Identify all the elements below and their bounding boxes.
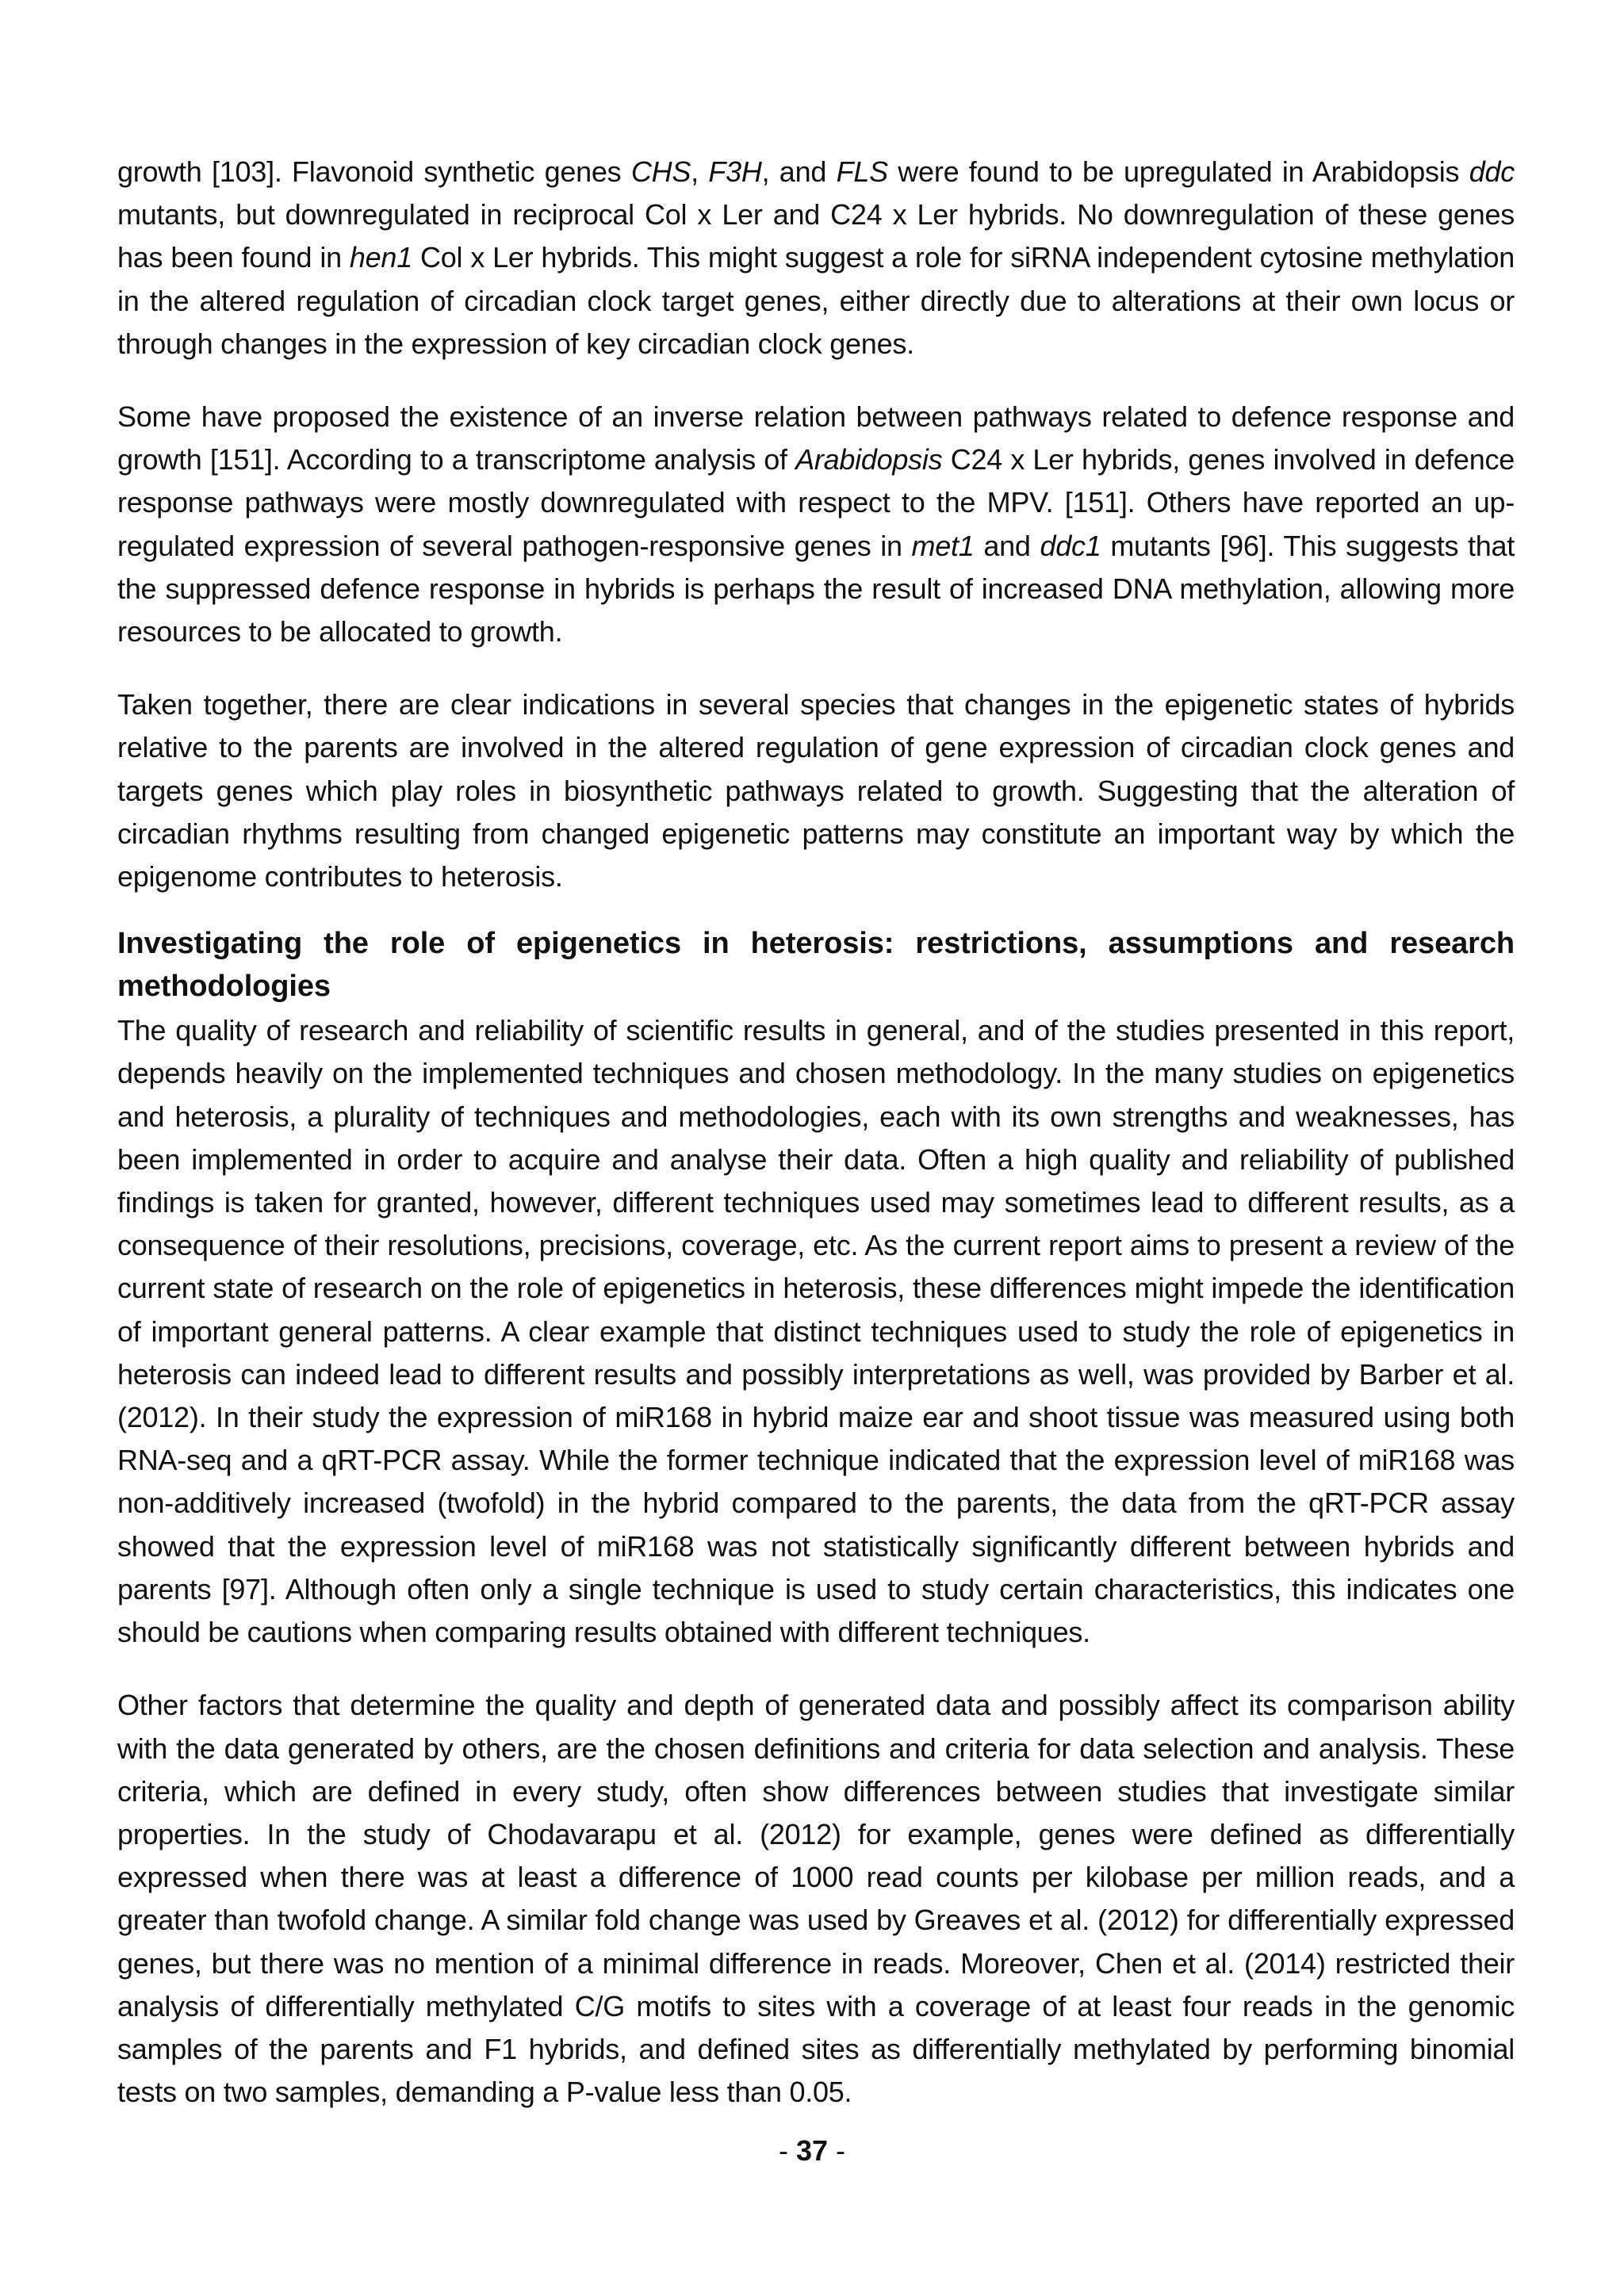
text-run: growth [103]. Flavonoid synthetic genes (117, 155, 631, 188)
paragraph-4 (117, 1009, 1515, 1654)
italic-term: Arabidopsis (795, 443, 943, 476)
text-run: mutants [96]. This suggests that the suppressed defence response in hybrids is perhaps the result of increased DNA methylation, allowing more resources to be allocated to growth. (117, 529, 1515, 649)
italic-term: ddc1 (1040, 529, 1101, 562)
italic-term: met1 (911, 529, 975, 562)
paragraph-1 (117, 151, 1515, 365)
page-footer (0, 2130, 1624, 2172)
section-heading: Investigating the role of epigenetics in heterosis: restrictions, assumptions and research methodologies (117, 927, 1515, 1004)
text-run: C24 x Ler hybrids, genes involved in defence response pathways were mostly downregulated with respect to the MPV. [151]. Others have reported an up-regulated expression of several pathogen-responsive genes in (117, 443, 1515, 562)
page-number-suffix: - (828, 2134, 846, 2167)
text-run: Col x Ler hybrids. This might suggest a role for siRNA independent cytosine methylation in the altered regulation of circadian clock target genes, either directly due to alterations at their own locus or through changes in the expression of key circadian clock genes. (117, 241, 1515, 360)
italic-term: ddc (1469, 155, 1515, 188)
text-run: Some have proposed the existence of an inverse relation between pathways related to defence response and growth [151]. According to a transcriptome analysis of (117, 400, 1515, 476)
text-run: , and (761, 155, 837, 188)
document-page (117, 151, 1515, 2144)
paragraph-5 (117, 1684, 1515, 2114)
italic-term: hen1 (349, 241, 412, 274)
text-run: Other factors that determine the quality and depth of generated data and possibly affect its comparison ability with the data generated by others, are the chosen definitions and criteria for data selection and analysis. These criteria, which are defined in every study, often show differences between studies that investigate similar properties. In the study of Chodavarapu et al. (2012) for example, genes were defined as differentially expressed when there was at least a difference of 1000 read counts per kilobase per million reads, and a greater than twofold change. A similar fold change was used by Greaves et al. (2012) for differentially expressed genes, but there was no mention of a minimal difference in reads. Moreover, Chen et al. (2014) restricted their analysis of differentially methylated C/G motifs to sites with a coverage of at least four reads in the genomic samples of the parents and F1 hybrids, and defined sites as differentially methylated by performing binomial tests on two samples, demanding a P-value less than 0.05. (117, 1689, 1515, 2109)
text-run: , (691, 155, 709, 188)
paragraph-2 (117, 396, 1515, 653)
italic-term: FLS (836, 155, 888, 188)
paragraph-3 (117, 683, 1515, 898)
page-number-prefix: - (778, 2134, 796, 2167)
text-run: mutants, but downregulated in reciprocal Col x Ler and C24 x Ler hybrids. No downregulation of these genes has been found in (117, 198, 1515, 274)
italic-term: F3H (708, 155, 762, 188)
italic-term: CHS (630, 155, 691, 188)
page-number: 37 (795, 2134, 829, 2167)
text-run: Taken together, there are clear indications in several species that changes in the epigenetic states of hybrids relative to the parents are involved in the altered regulation of gene expression of circadian clock genes and targets genes which play roles in biosynthetic pathways related to growth. Suggesting that the alteration of circadian rhythms resulting from changed epigenetic patterns may constitute an important way by which the epigenome contributes to heterosis. (117, 688, 1515, 894)
text-run: The quality of research and reliability of scientific results in general, and of the studies presented in this report, depends heavily on the implemented techniques and chosen methodology. In the many studies on epigenetics and heterosis, a plurality of techniques and methodologies, each with its own strengths and weaknesses, has been implemented in order to acquire and analyse their data. Often a high quality and reliability of published findings is taken for granted, however, different techniques used may sometimes lead to different results, as a consequence of their resolutions, precisions, coverage, etc. As the current report aims to present a review of the current state of research on the role of epigenetics in heterosis, these differences might impede the identification of important general patterns. A clear example that distinct techniques used to study the role of epigenetics in heterosis can indeed lead to different results and possibly interpretations as well, was provided by Barber et al. (2012). In their study the expression of miR168 in hybrid maize ear and shoot tissue was measured using both RNA-seq and a qRT-PCR assay. While the former technique indicated that the expression level of miR168 was non-additively increased (twofold) in the hybrid compared to the parents, the data from the qRT-PCR assay showed that the expression level of miR168 was not statistically significantly different between hybrids and parents [97]. Although often only a single technique is used to study certain characteristics, this indicates one should be cautions when comparing results obtained with different techniques. (117, 1014, 1515, 1649)
text-run: and (974, 529, 1040, 562)
text-run: were found to be upregulated in Arabidopsis (887, 155, 1469, 188)
